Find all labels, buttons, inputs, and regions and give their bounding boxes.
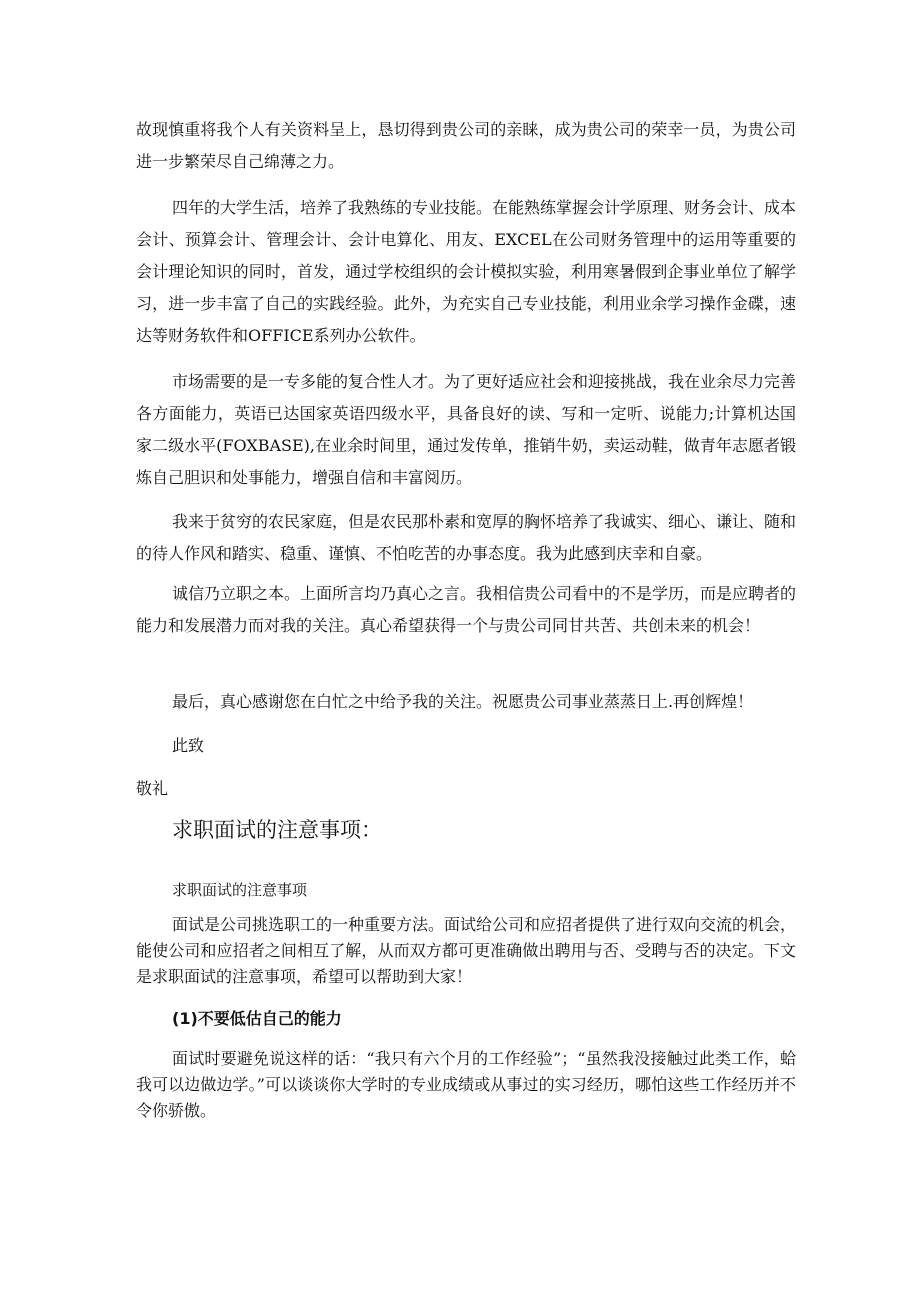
letter-paragraph-2: 四年的大学生活，培养了我熟练的专业技能。在能熟练掌握会计学原理、财务会计、成本会计、预算会计、管理会计、会计电算化、用友、EXCEL在公司财务管理中的运用等重要的会计理论知识的同时，首发，通过学校组织的会计模拟实验，利用寒暑假到企事业单位了解学习，进一步丰富了自己的实践经验。此外，为充实自己专业技能，利用业余学习操作金碟，速达等财务软件和OFFICE系列办公软件。 bbox=[136, 198, 797, 345]
letter-paragraph-6: 最后，真心感谢您在白忙之中给予我的关注。祝愿贵公司事业蒸蒸日上.再创辉煌！ bbox=[172, 692, 754, 711]
letter-paragraph-3: 市场需要的是一专多能的复合性人才。为了更好适应社会和迎接挑战，我在业余尽力完善各方面能力，英语已达国家英语四级水平，具备良好的读、写和一定听、说能力;计算机达国家二级水平(FOXBASE),在业余时间里，通过发传单，推销牛奶，卖运动鞋，做青年志愿者锻炼自己胆识和处事能力，增强自信和丰富阅历。 bbox=[136, 372, 797, 487]
point-1-paragraph: 面试时要避免说这样的话：“我只有六个月的工作经验”；“虽然我没接触过此类工作，蛤我可以边做边学。”可以谈谈你大学时的专业成绩或从事过的实习经历，哪怕这些工作经历并不令你骄傲。 bbox=[136, 1049, 796, 1120]
interview-intro-paragraph: 面试是公司挑选职工的一种重要方法。面试给公司和应招者提供了进行双向交流的机会，能使公司和应招者之间相互了解，从而双方都可更准确做出聘用与否、受聘与否的决定。下文是求职面试的注意事项，希望可以帮助到大家！ bbox=[136, 915, 797, 986]
section-subtitle: 求职面试的注意事项 bbox=[172, 881, 308, 899]
point-1-title: (1)不要低估自己的能力 bbox=[172, 1009, 342, 1028]
closing-regards: 敬礼 bbox=[136, 779, 169, 798]
section-title: 求职面试的注意事项： bbox=[172, 818, 382, 842]
letter-paragraph-5: 诚信乃立职之本。上面所言均乃真心之言。我相信贵公司看中的不是学历，而是应聘者的能力和发展潜力而对我的关注。真心希望获得一个与贵公司同甘共苦、共创未来的机会！ bbox=[136, 584, 797, 635]
closing-salutation: 此致 bbox=[172, 736, 205, 755]
letter-paragraph-1: 故现慎重将我个人有关资料呈上，恳切得到贵公司的亲睐，成为贵公司的荣幸一员，为贵公司进一步繁荣尽自己绵薄之力。 bbox=[136, 120, 796, 171]
letter-paragraph-4: 我来于贫穷的农民家庭，但是农民那朴素和宽厚的胸怀培养了我诚实、细心、谦让、随和的待人作风和踏实、稳重、谨慎、不怕吃苦的办事态度。我为此感到庆幸和自豪。 bbox=[136, 512, 797, 563]
